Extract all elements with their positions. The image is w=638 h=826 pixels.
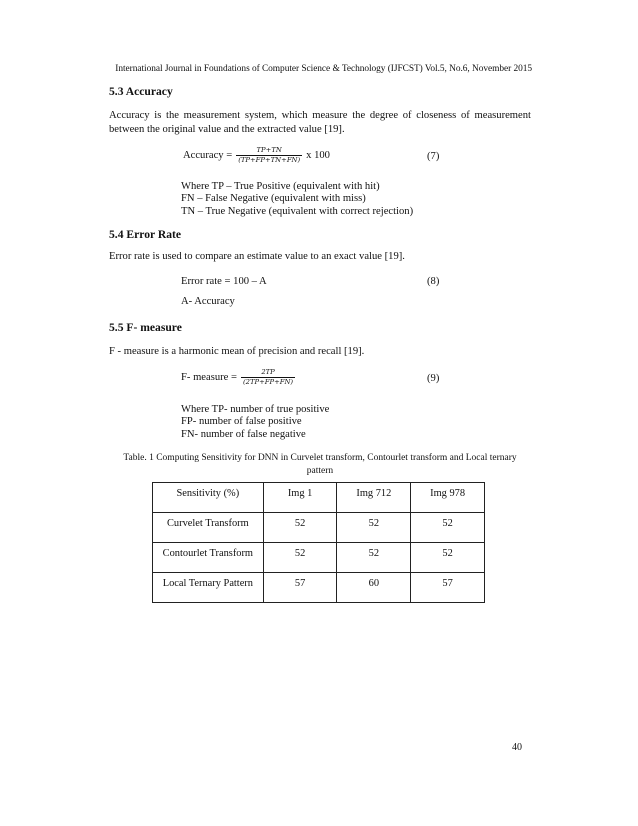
- table-cell: 52: [263, 543, 337, 573]
- table-cell: 52: [411, 543, 485, 573]
- accuracy-eq-label: Accuracy =: [183, 150, 233, 161]
- error-rate-description: Error rate is used to compare an estimate value to an exact value [19].: [109, 251, 405, 262]
- f-measure-description: F - measure is a harmonic mean of precision and recall [19].: [109, 346, 365, 357]
- table-cell: Local Ternary Pattern: [153, 573, 264, 603]
- error-rate-equation: Error rate = 100 – A: [181, 276, 267, 287]
- table-row: [153, 543, 485, 573]
- running-header: International Journal in Foundations of Computer Science & Technology (IJFCST) Vol.5, No.6, November 2015: [115, 64, 532, 74]
- accuracy-fraction: [236, 146, 302, 165]
- f-measure-where-line-3: FN- number of false negative: [181, 429, 306, 440]
- table-cell: 57: [411, 573, 485, 603]
- table-header-cell: Img 712: [337, 483, 411, 513]
- equation-number-8: (8): [427, 276, 440, 287]
- page-number: 40: [512, 742, 522, 753]
- f-measure-eq-label: F- measure =: [181, 372, 237, 383]
- table-row: [153, 573, 485, 603]
- accuracy-denominator: (TP+FP+TN+FN): [238, 156, 301, 164]
- f-measure-where-line-1: Where TP- number of true positive: [181, 404, 330, 415]
- accuracy-description: Accuracy is the measurement system, which measure the degree of closeness of measurement between the original value and the extracted value [19].: [109, 110, 531, 135]
- f-measure-numerator: 2TP: [261, 368, 275, 376]
- f-measure-where-line-2: FP- number of false positive: [181, 416, 302, 427]
- accuracy-where-line-2: FN – False Negative (equivalent with miss): [181, 193, 366, 204]
- table-cell: 52: [411, 513, 485, 543]
- equation-number-7: (7): [427, 151, 440, 162]
- accuracy-where-line-3: TN – True Negative (equivalent with correct rejection): [181, 206, 414, 217]
- section-heading-error-rate: 5.4 Error Rate: [109, 228, 182, 241]
- table-cell: Contourlet Transform: [153, 543, 264, 573]
- accuracy-equation: [183, 146, 330, 165]
- section-heading-f-measure: 5.5 F- measure: [109, 321, 182, 334]
- table-header-cell: Img 1: [263, 483, 337, 513]
- f-measure-denominator: (2TP+FP+FN): [243, 378, 294, 386]
- equation-number-9: (9): [427, 373, 440, 384]
- table-cell: 60: [337, 573, 411, 603]
- table-cell: Curvelet Transform: [153, 513, 264, 543]
- table-cell: 52: [263, 513, 337, 543]
- table-caption: Table. 1 Computing Sensitivity for DNN in Curvelet transform, Contourlet transform and Local ternary pattern: [123, 453, 517, 476]
- accuracy-numerator: TP+TN: [256, 146, 282, 154]
- accuracy-eq-suffix: x 100: [306, 150, 330, 161]
- error-rate-note: A- Accuracy: [181, 296, 235, 307]
- accuracy-where-line-1: Where TP – True Positive (equivalent with hit): [181, 181, 380, 192]
- sensitivity-table: [152, 482, 485, 603]
- f-measure-fraction: [241, 368, 295, 387]
- section-heading-accuracy: 5.3 Accuracy: [109, 85, 173, 98]
- table-cell: 52: [337, 543, 411, 573]
- table-cell: 52: [337, 513, 411, 543]
- table-header-row: [153, 483, 485, 513]
- table-header-cell: Img 978: [411, 483, 485, 513]
- f-measure-equation: [181, 368, 299, 387]
- table-header-cell: Sensitivity (%): [153, 483, 264, 513]
- table-cell: 57: [263, 573, 337, 603]
- table-row: [153, 513, 485, 543]
